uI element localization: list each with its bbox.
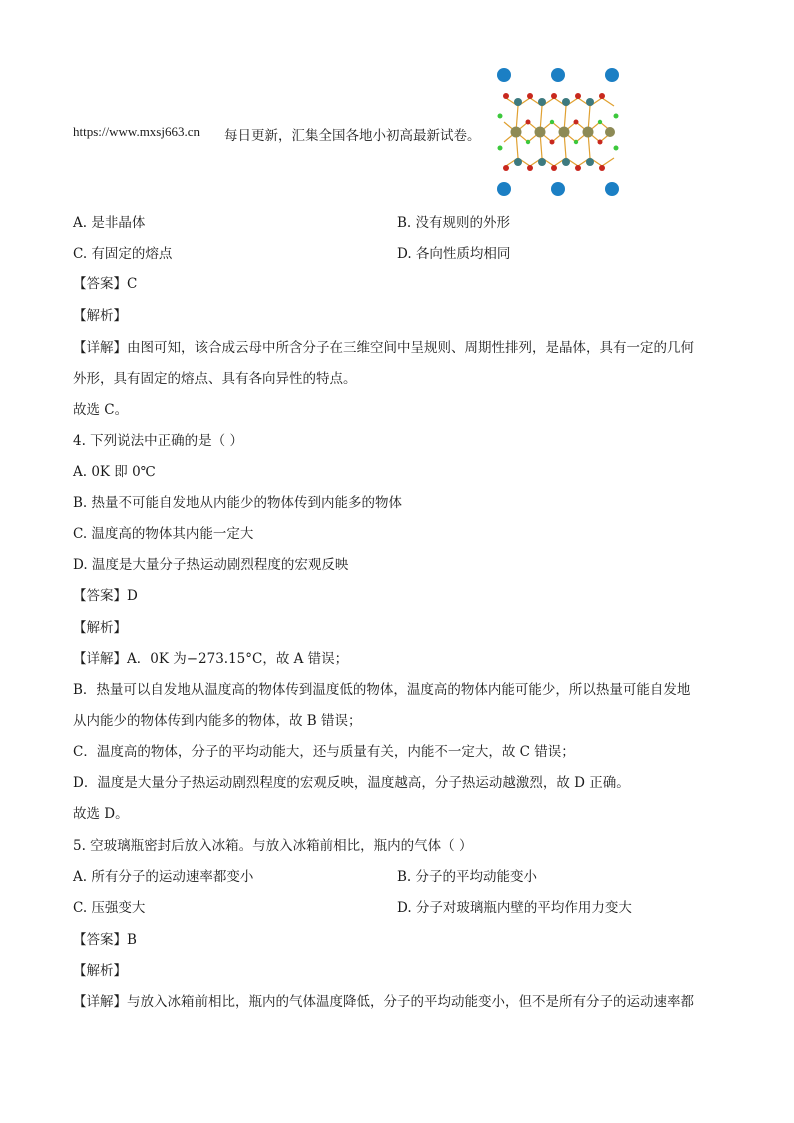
q5-analysis-label: 【解析】 <box>73 963 127 979</box>
q4-stem: 4. 下列说法中正确的是（ ） <box>73 433 243 449</box>
q4-option-d: D. 温度是大量分子热运动剧烈程度的宏观反映 <box>73 557 349 573</box>
crystal-structure-figure <box>494 66 622 198</box>
q4-detail-line-2: B．热量可以自发地从温度高的物体传到温度低的物体，温度高的物体内能可能少，所以热量可能自发地 <box>73 682 691 698</box>
q5-option-d: D. 分子对玻璃瓶内壁的平均作用力变大 <box>397 900 632 916</box>
teal-atoms <box>514 98 594 166</box>
header-note: 每日更新，汇集全国各地小初高最新试卷。 <box>224 128 481 144</box>
q4-detail-line-1: 【详解】A．0K 为−273.15°C，故 A 错误； <box>73 651 349 667</box>
olive-atoms <box>511 127 616 138</box>
q4-detail-line-4: C．温度高的物体，分子的平均动能大，还与质量有关，内能不一定大，故 C 错误； <box>73 744 575 760</box>
q3-answer: 【答案】C <box>73 276 138 292</box>
q5-stem: 5. 空玻璃瓶密封后放入冰箱。与放入冰箱前相比，瓶内的气体（ ） <box>73 838 473 854</box>
q5-option-a: A. 所有分子的运动速率都变小 <box>73 869 254 885</box>
q4-option-a: A. 0K 即 0℃ <box>73 464 156 480</box>
q3-conclusion: 故选 C。 <box>73 402 129 418</box>
q3-detail-line-1: 【详解】由图可知，该合成云母中所含分子在三维空间中呈规则、周期性排列，是晶体，具有一定的几何 <box>73 340 694 356</box>
q5-option-c: C. 压强变大 <box>73 900 146 916</box>
q3-option-d: D. 各向性质均相同 <box>397 246 511 262</box>
q3-option-c: C. 有固定的熔点 <box>73 246 173 262</box>
q4-option-b: B. 热量不可能自发地从内能少的物体传到内能多的物体 <box>73 495 403 511</box>
q4-detail-line-5: D．温度是大量分子热运动剧烈程度的宏观反映，温度越高，分子热运动越激烈，故 D 正确。 <box>73 775 630 791</box>
q3-detail-line-2: 外形，具有固定的熔点、具有各向异性的特点。 <box>73 371 357 387</box>
q5-option-b: B. 分子的平均动能变小 <box>397 869 538 885</box>
q5-answer: 【答案】B <box>73 932 137 948</box>
header-url[interactable]: https://www.mxsj663.cn <box>73 124 200 139</box>
q3-analysis-label: 【解析】 <box>73 308 127 324</box>
q4-analysis-label: 【解析】 <box>73 620 127 636</box>
q4-answer: 【答案】D <box>73 588 138 604</box>
q3-option-b: B. 没有规则的外形 <box>397 215 511 231</box>
q4-detail-line-3: 从内能少的物体传到内能多的物体，故 B 错误； <box>73 713 362 729</box>
q4-option-c: C. 温度高的物体其内能一定大 <box>73 526 254 542</box>
q4-conclusion: 故选 D。 <box>73 806 129 822</box>
q5-detail-line-1: 【详解】与放入冰箱前相比，瓶内的气体温度降低，分子的平均动能变小，但不是所有分子的运动速率都 <box>73 994 694 1010</box>
q3-option-a: A. 是非晶体 <box>73 215 146 231</box>
